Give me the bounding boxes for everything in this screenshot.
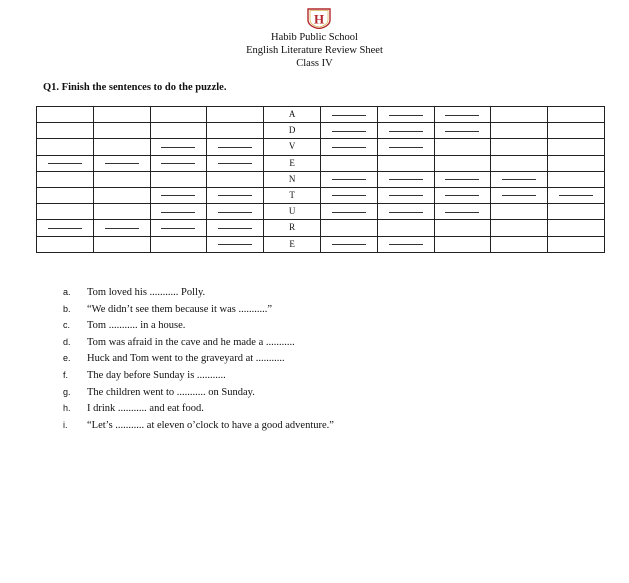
crossword-puzzle-grid <box>36 106 605 253</box>
puzzle-cell[interactable] <box>548 187 605 203</box>
puzzle-cell[interactable] <box>548 236 605 252</box>
puzzle-row <box>37 107 605 123</box>
puzzle-cell[interactable] <box>207 204 264 220</box>
sentence-marker: b. <box>63 303 71 314</box>
answer-blank-line <box>332 212 366 213</box>
puzzle-cell[interactable] <box>434 220 491 236</box>
answer-blank-line <box>445 195 479 196</box>
answer-blank-line <box>332 115 366 116</box>
sentence-text: The children went to ........... on Sunday. <box>87 386 255 398</box>
answer-blank-line <box>445 131 479 132</box>
answer-blank-line <box>332 195 366 196</box>
puzzle-cell[interactable] <box>548 123 605 139</box>
puzzle-cell[interactable] <box>491 187 548 203</box>
puzzle-row <box>37 236 605 252</box>
sentence-text: Tom was afraid in the cave and he made a ........... <box>87 336 295 348</box>
answer-blank-line <box>389 147 423 148</box>
answer-blank-line <box>389 131 423 132</box>
puzzle-cell[interactable] <box>93 171 150 187</box>
answer-blank-line <box>502 179 536 180</box>
puzzle-row <box>37 220 605 236</box>
sentence-text: Tom ........... in a house. <box>87 320 186 332</box>
puzzle-cell[interactable] <box>93 220 150 236</box>
answer-blank-line <box>502 195 536 196</box>
puzzle-cell[interactable] <box>37 204 94 220</box>
answer-blank-line <box>105 163 139 164</box>
puzzle-cell[interactable] <box>548 204 605 220</box>
puzzle-cell[interactable] <box>491 171 548 187</box>
puzzle-letter-cell: U <box>264 204 321 220</box>
answer-blank-line <box>332 179 366 180</box>
puzzle-cell[interactable] <box>434 123 491 139</box>
puzzle-cell[interactable] <box>320 204 377 220</box>
sentence-item <box>63 301 334 318</box>
puzzle-cell[interactable] <box>377 107 434 123</box>
sentence-list <box>63 284 334 433</box>
answer-blank-line <box>445 179 479 180</box>
puzzle-cell[interactable] <box>93 139 150 155</box>
answer-blank-line <box>48 228 82 229</box>
answer-blank-line <box>161 195 195 196</box>
puzzle-cell[interactable] <box>548 171 605 187</box>
puzzle-cell[interactable] <box>548 107 605 123</box>
puzzle-cell[interactable] <box>150 123 207 139</box>
answer-blank-line <box>389 195 423 196</box>
answer-blank-line <box>445 115 479 116</box>
puzzle-letter-cell: D <box>264 123 321 139</box>
answer-blank-line <box>332 147 366 148</box>
puzzle-cell[interactable] <box>150 171 207 187</box>
sheet-title: English Literature Review Sheet <box>246 45 383 56</box>
logo-letter: H <box>313 11 325 27</box>
puzzle-cell[interactable] <box>491 155 548 171</box>
puzzle-cell[interactable] <box>207 107 264 123</box>
sentence-item <box>63 384 334 401</box>
puzzle-cell[interactable] <box>491 236 548 252</box>
answer-blank-line <box>161 228 195 229</box>
sentence-marker: h. <box>63 403 71 414</box>
puzzle-cell[interactable] <box>434 187 491 203</box>
puzzle-cell[interactable] <box>37 187 94 203</box>
puzzle-cell[interactable] <box>320 139 377 155</box>
puzzle-cell[interactable] <box>207 171 264 187</box>
puzzle-cell[interactable] <box>491 220 548 236</box>
puzzle-cell[interactable] <box>93 236 150 252</box>
sentence-text: The day before Sunday is ........... <box>87 369 226 381</box>
answer-blank-line <box>389 115 423 116</box>
answer-blank-line <box>48 163 82 164</box>
puzzle-cell[interactable] <box>434 171 491 187</box>
sentence-marker: a. <box>63 287 71 297</box>
puzzle-cell[interactable] <box>207 139 264 155</box>
puzzle-cell[interactable] <box>150 236 207 252</box>
puzzle-letter-cell: A <box>264 107 321 123</box>
puzzle-cell[interactable] <box>207 236 264 252</box>
puzzle-row <box>37 123 605 139</box>
sentence-text: Huck and Tom went to the graveyard at ........... <box>87 353 285 365</box>
answer-blank-line <box>218 195 252 196</box>
answer-blank-line <box>161 147 195 148</box>
puzzle-cell[interactable] <box>37 220 94 236</box>
school-name: Habib Public School <box>271 32 358 43</box>
puzzle-cell[interactable] <box>377 139 434 155</box>
puzzle-cell[interactable] <box>377 155 434 171</box>
puzzle-row <box>37 139 605 155</box>
sentence-marker: i. <box>63 419 68 430</box>
sentence-marker: g. <box>63 386 71 397</box>
puzzle-cell[interactable] <box>491 107 548 123</box>
puzzle-cell[interactable] <box>377 123 434 139</box>
puzzle-cell[interactable] <box>207 123 264 139</box>
sentence-item <box>63 400 334 417</box>
sentence-item <box>63 334 334 351</box>
puzzle-row <box>37 204 605 220</box>
puzzle-cell[interactable] <box>150 155 207 171</box>
answer-blank-line <box>389 179 423 180</box>
answer-blank-line <box>218 212 252 213</box>
sentence-marker: e. <box>63 353 71 364</box>
puzzle-cell[interactable] <box>320 155 377 171</box>
puzzle-cell[interactable] <box>434 107 491 123</box>
puzzle-letter-cell: R <box>264 220 321 236</box>
puzzle-row <box>37 171 605 187</box>
puzzle-letter-cell: E <box>264 155 321 171</box>
puzzle-cell[interactable] <box>150 204 207 220</box>
sentence-item <box>63 367 334 384</box>
puzzle-row <box>37 155 605 171</box>
sentence-text: I drink ........... and eat food. <box>87 403 204 415</box>
puzzle-letter-cell: E <box>264 236 321 252</box>
puzzle-letter-cell: T <box>264 187 321 203</box>
puzzle-cell[interactable] <box>377 220 434 236</box>
puzzle-cell[interactable] <box>37 107 94 123</box>
puzzle-cell[interactable] <box>320 220 377 236</box>
answer-blank-line <box>218 244 252 245</box>
puzzle-cell[interactable] <box>548 139 605 155</box>
puzzle-cell[interactable] <box>207 155 264 171</box>
puzzle-cell[interactable] <box>548 155 605 171</box>
puzzle-letter-cell: V <box>264 139 321 155</box>
sentence-item <box>63 350 334 367</box>
puzzle-cell[interactable] <box>207 187 264 203</box>
puzzle-cell[interactable] <box>377 236 434 252</box>
puzzle-cell[interactable] <box>207 220 264 236</box>
puzzle-cell[interactable] <box>37 236 94 252</box>
puzzle-cell[interactable] <box>37 123 94 139</box>
puzzle-cell[interactable] <box>150 139 207 155</box>
puzzle-cell[interactable] <box>93 107 150 123</box>
puzzle-cell[interactable] <box>93 187 150 203</box>
answer-blank-line <box>445 212 479 213</box>
puzzle-cell[interactable] <box>320 187 377 203</box>
puzzle-letter-cell: N <box>264 171 321 187</box>
answer-blank-line <box>218 163 252 164</box>
puzzle-cell[interactable] <box>377 171 434 187</box>
answer-blank-line <box>218 228 252 229</box>
answer-blank-line <box>218 147 252 148</box>
sentence-item <box>63 284 334 301</box>
puzzle-cell[interactable] <box>320 123 377 139</box>
puzzle-cell[interactable] <box>37 155 94 171</box>
answer-blank-line <box>332 244 366 245</box>
sentence-item <box>63 417 334 434</box>
puzzle-cell[interactable] <box>434 139 491 155</box>
answer-blank-line <box>161 212 195 213</box>
sentence-marker: d. <box>63 336 71 347</box>
sentence-marker: f. <box>63 369 69 380</box>
answer-blank-line <box>332 131 366 132</box>
puzzle-cell[interactable] <box>491 204 548 220</box>
answer-blank-line <box>389 244 423 245</box>
puzzle-cell[interactable] <box>434 236 491 252</box>
puzzle-cell[interactable] <box>320 171 377 187</box>
answer-blank-line <box>559 195 593 196</box>
puzzle-cell[interactable] <box>320 236 377 252</box>
puzzle-cell[interactable] <box>93 155 150 171</box>
answer-blank-line <box>105 228 139 229</box>
class-label: Class IV <box>296 58 333 69</box>
sentence-text: “Let’s ........... at eleven o’clock to have a good adventure.” <box>87 419 334 431</box>
puzzle-cell[interactable] <box>150 187 207 203</box>
puzzle-cell[interactable] <box>377 204 434 220</box>
puzzle-row <box>37 187 605 203</box>
puzzle-cell[interactable] <box>93 123 150 139</box>
sentence-item <box>63 317 334 334</box>
sentence-marker: c. <box>63 320 71 331</box>
puzzle-cell[interactable] <box>150 220 207 236</box>
puzzle-cell[interactable] <box>377 187 434 203</box>
puzzle-cell[interactable] <box>434 155 491 171</box>
puzzle-cell[interactable] <box>150 107 207 123</box>
puzzle-cell[interactable] <box>93 204 150 220</box>
answer-blank-line <box>161 163 195 164</box>
school-logo-icon <box>306 8 332 29</box>
puzzle-cell[interactable] <box>320 107 377 123</box>
answer-blank-line <box>389 212 423 213</box>
puzzle-cell[interactable] <box>434 204 491 220</box>
sentence-text: Tom loved his ........... Polly. <box>87 287 206 298</box>
puzzle-cell[interactable] <box>37 171 94 187</box>
puzzle-cell[interactable] <box>491 123 548 139</box>
puzzle-cell[interactable] <box>491 139 548 155</box>
puzzle-cell[interactable] <box>37 139 94 155</box>
puzzle-cell[interactable] <box>548 220 605 236</box>
sentence-text: “We didn’t see them because it was ...........” <box>87 303 272 315</box>
question-title: Q1. Finish the sentences to do the puzzle. <box>43 82 227 93</box>
